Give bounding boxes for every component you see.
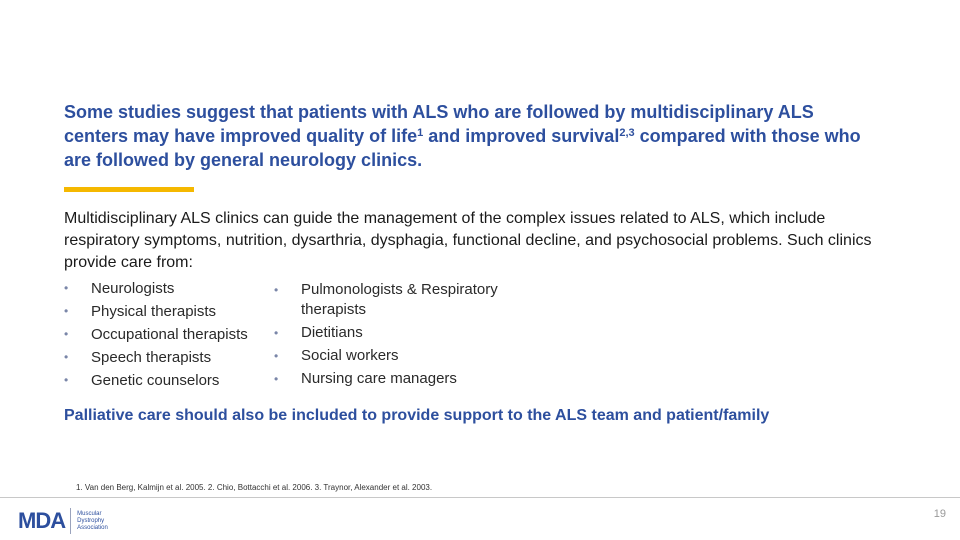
mda-logo xyxy=(18,506,127,536)
list-item: • Social workers xyxy=(274,347,399,364)
citation-2-3: 2,3 xyxy=(619,127,635,139)
bullet-icon: • xyxy=(274,283,279,297)
logo-divider xyxy=(70,508,71,534)
list-item: • Occupational therapists xyxy=(64,323,264,346)
providers-list-left xyxy=(64,277,264,392)
headline-part-2: and improved survival xyxy=(423,126,620,146)
intro-paragraph: Multidisciplinary ALS clinics can guide the management of the complex issues related to ALS, which include respiratory symptoms, nutrition, dysarthria, dysphagia, functional decline, and psychosocial problems. Such clinics provide care from: xyxy=(64,210,872,271)
closing-statement: Palliative care should also be included to provide support to the ALS team and patient/family xyxy=(64,407,770,424)
bullet-icon: • xyxy=(64,373,69,387)
bullet-icon: • xyxy=(274,349,279,363)
logo-mark: MDA xyxy=(18,508,66,533)
references: 1. Van den Berg, Kalmijn et al. 2005. 2. Chio, Bottacchi et al. 2006. 3. Traynor, Alexander et al. 2003. xyxy=(76,483,433,492)
list-item: • Genetic counselors xyxy=(64,369,264,392)
citation-1: 1 xyxy=(417,127,424,139)
bullet-icon: • xyxy=(64,304,69,318)
bullet-icon: • xyxy=(64,327,69,341)
bullet-icon: • xyxy=(64,350,69,364)
logo-text: Muscular Dystrophy Association xyxy=(77,510,108,531)
bullet-icon: • xyxy=(274,326,279,340)
page-number: 19 xyxy=(933,508,946,520)
list-item: • Pulmonologists & Respiratory therapists xyxy=(274,281,498,318)
footer-divider xyxy=(0,497,960,498)
bullet-icon: • xyxy=(64,281,69,295)
list-item: • Speech therapists xyxy=(64,346,264,369)
headline-part-1: Some studies suggest that patients with ALS who are followed by multidisciplinary ALS centers may have improved quality of life xyxy=(64,102,814,146)
providers-list-right xyxy=(274,280,524,392)
list-item: • Nursing care managers xyxy=(274,370,457,387)
accent-rule xyxy=(64,187,194,192)
list-item: • Physical therapists xyxy=(64,300,264,323)
headline-part-3: compared with those who are followed by general neurology clinics. xyxy=(64,126,861,170)
list-item: • Dietitians xyxy=(274,324,363,341)
list-item: • Neurologists xyxy=(64,277,264,300)
bullet-icon: • xyxy=(274,372,279,386)
headline xyxy=(64,100,864,172)
